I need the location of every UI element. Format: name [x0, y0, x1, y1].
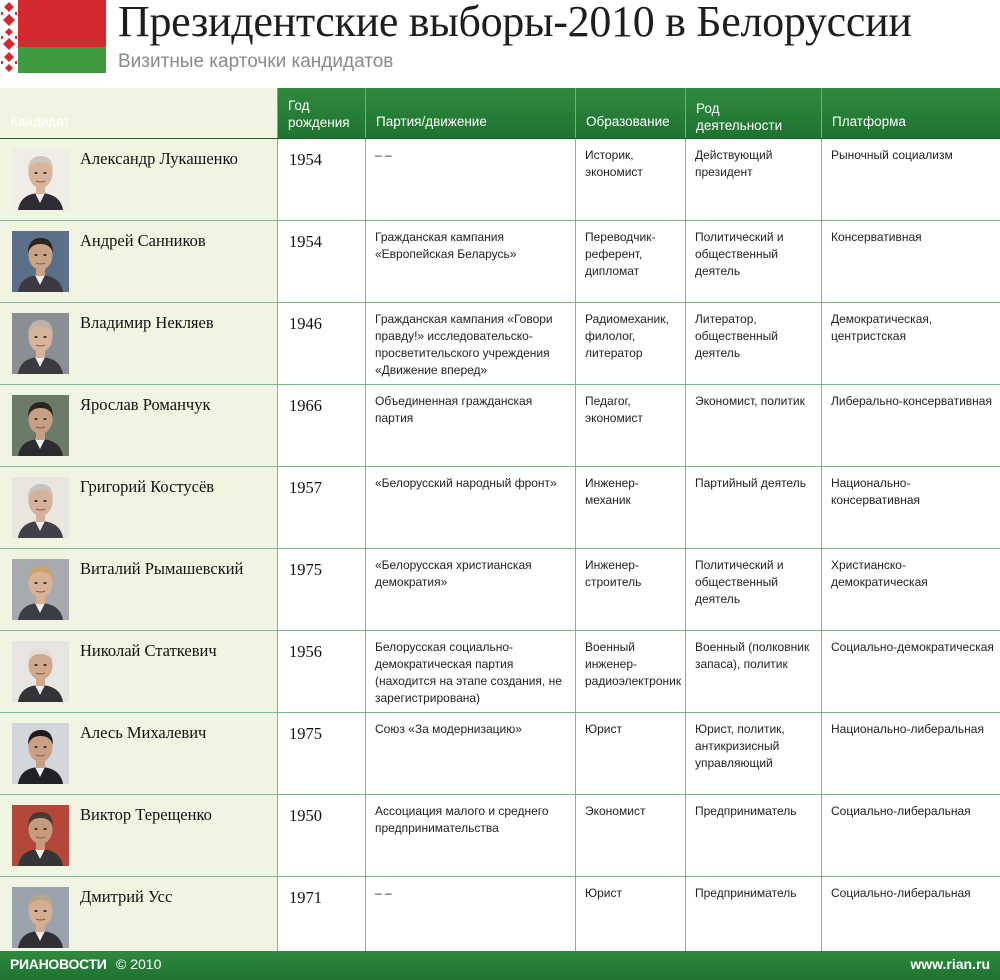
occupation-cell: [685, 549, 821, 630]
platform-cell: [821, 221, 1000, 302]
candidate-name: Николай Статкевич: [80, 641, 217, 660]
platform-cell: [821, 385, 1000, 466]
party-cell: [365, 713, 575, 794]
birth-year-cell: [277, 303, 365, 384]
occupation-cell: [685, 631, 821, 712]
table-row: [0, 877, 1000, 958]
birth-year-cell: [277, 795, 365, 876]
candidate-name: Андрей Санников: [80, 231, 206, 250]
candidate-name: Ярослав Романчук: [80, 395, 211, 414]
party-cell: [365, 467, 575, 548]
education-cell: [575, 877, 685, 958]
candidate-cell: [0, 385, 277, 466]
occupation-text: Действующий президент: [695, 148, 773, 179]
birth-year: 1950: [289, 806, 322, 825]
occupation-text: Предприниматель: [695, 804, 797, 818]
education-text: Педагог, экономист: [585, 394, 643, 425]
candidate-photo: [12, 477, 69, 538]
candidate-cell: [0, 631, 277, 712]
birth-year: 1971: [289, 888, 322, 907]
party-text: Гражданская кампания «Говори правду!» исследовательско-просветительского учреждения «Движение вперед»: [375, 312, 553, 377]
platform-text: Национально-либеральная: [831, 722, 984, 736]
party-text: Союз «За модернизацию»: [375, 722, 522, 736]
party-cell: [365, 385, 575, 466]
candidate-name: Дмитрий Усс: [80, 887, 173, 906]
candidate-photo: [12, 887, 69, 948]
education-cell: [575, 385, 685, 466]
education-text: Юрист: [585, 722, 622, 736]
education-text: Военный инженер-радиоэлектроник: [585, 640, 682, 688]
candidate-cell: [0, 795, 277, 876]
occupation-cell: [685, 221, 821, 302]
candidate-cell: [0, 877, 277, 958]
table-row: [0, 713, 1000, 795]
table-row: [0, 139, 1000, 221]
birth-year: 1954: [289, 232, 322, 251]
candidate-name: Григорий Костусёв: [80, 477, 215, 496]
education-text: Переводчик-референт, дипломат: [585, 230, 656, 278]
occupation-text: Военный (полковник запаса), политик: [695, 640, 810, 671]
platform-cell: [821, 139, 1000, 220]
table-body: [0, 139, 1000, 958]
party-text: Объединенная гражданская партия: [375, 394, 533, 425]
page-subtitle: Визитные карточки кандидатов: [118, 51, 394, 72]
candidate-name: Виктор Терещенко: [80, 805, 212, 824]
party-cell: [365, 795, 575, 876]
birth-year: 1975: [289, 560, 322, 579]
column-header-education: Образование: [575, 88, 685, 138]
education-cell: [575, 139, 685, 220]
candidate-cell: [0, 713, 277, 794]
candidates-table: [0, 88, 1000, 958]
education-text: Экономист: [585, 804, 646, 818]
table-row: [0, 385, 1000, 467]
copyright: © 2010: [116, 956, 162, 972]
birth-year-cell: [277, 221, 365, 302]
party-text: «Белорусский народный фронт»: [375, 476, 557, 490]
party-cell: [365, 303, 575, 384]
birth-year-cell: [277, 631, 365, 712]
occupation-text: Юрист, политик, антикризисный управляющий: [695, 722, 785, 770]
occupation-cell: [685, 877, 821, 958]
candidate-name: Алесь Михалевич: [80, 723, 207, 742]
table-row: [0, 549, 1000, 631]
column-header-birth-year: Год рождения: [277, 88, 365, 138]
occupation-cell: [685, 713, 821, 794]
platform-text: Консервативная: [831, 230, 922, 244]
platform-text: Социально-либеральная: [831, 886, 971, 900]
education-text: Инженер-строитель: [585, 558, 642, 589]
birth-year: 1966: [289, 396, 322, 415]
platform-text: Христианско-демократическая: [831, 558, 928, 589]
birth-year: 1975: [289, 724, 322, 743]
candidate-cell: [0, 139, 277, 220]
birth-year: 1954: [289, 150, 322, 169]
birth-year-cell: [277, 467, 365, 548]
education-cell: [575, 549, 685, 630]
site-link[interactable]: www.rian.ru: [910, 956, 990, 972]
column-header-party: Партия/движение: [365, 88, 575, 138]
education-text: Инженер-механик: [585, 476, 639, 507]
column-header-candidate: Кандидат: [0, 88, 277, 138]
platform-cell: [821, 467, 1000, 548]
birth-year-cell: [277, 139, 365, 220]
party-cell: [365, 549, 575, 630]
platform-cell: [821, 713, 1000, 794]
candidate-photo: [12, 313, 69, 374]
column-header-platform: Платформа: [821, 88, 1000, 138]
birth-year: 1957: [289, 478, 322, 497]
platform-text: Национально-консервативная: [831, 476, 921, 507]
table-row: [0, 467, 1000, 549]
page-title: Президентские выборы-2010 в Белоруссии: [118, 0, 912, 46]
birth-year-cell: [277, 713, 365, 794]
candidate-cell: [0, 221, 277, 302]
column-header-occupation: Род деятельности: [685, 88, 821, 138]
birth-year-cell: [277, 877, 365, 958]
occupation-text: Политический и общественный деятель: [695, 230, 784, 278]
occupation-cell: [685, 303, 821, 384]
party-text: «Белорусская христианская демократия»: [375, 558, 532, 589]
platform-text: Социально-либеральная: [831, 804, 971, 818]
candidate-cell: [0, 549, 277, 630]
belarus-flag-icon: [0, 0, 106, 73]
party-text: Гражданская кампания «Европейская Беларусь»: [375, 230, 517, 261]
platform-cell: [821, 877, 1000, 958]
candidate-name: Владимир Некляев: [80, 313, 214, 332]
party-cell: [365, 221, 575, 302]
education-cell: [575, 303, 685, 384]
candidate-cell: [0, 303, 277, 384]
party-cell: [365, 631, 575, 712]
candidate-photo: [12, 723, 69, 784]
party-text: Белорусская социально-демократическая партия (находится на этапе создания, не зарегистрирована): [375, 640, 562, 705]
table-row: [0, 795, 1000, 877]
birth-year-cell: [277, 549, 365, 630]
platform-text: Рыночный социализм: [831, 148, 953, 162]
education-text: Юрист: [585, 886, 622, 900]
table-row: [0, 221, 1000, 303]
platform-cell: [821, 303, 1000, 384]
education-cell: [575, 795, 685, 876]
occupation-text: Предприниматель: [695, 886, 797, 900]
platform-cell: [821, 631, 1000, 712]
occupation-text: Политический и общественный деятель: [695, 558, 784, 606]
occupation-text: Партийный деятель: [695, 476, 806, 490]
platform-text: Демократическая, центристская: [831, 312, 933, 343]
platform-cell: [821, 549, 1000, 630]
education-cell: [575, 631, 685, 712]
party-text: Ассоциация малого и среднего предпринимательства: [375, 804, 549, 835]
birth-year: 1946: [289, 314, 322, 333]
footer-bar: [0, 951, 1000, 980]
table-row: [0, 631, 1000, 713]
candidate-photo: [12, 149, 69, 210]
candidate-photo: [12, 395, 69, 456]
education-cell: [575, 467, 685, 548]
occupation-text: Экономист, политик: [695, 394, 805, 408]
occupation-cell: [685, 139, 821, 220]
table-row: [0, 303, 1000, 385]
party-text: – –: [375, 886, 392, 900]
candidate-cell: [0, 467, 277, 548]
candidate-name: Александр Лукашенко: [80, 149, 238, 168]
party-cell: [365, 139, 575, 220]
platform-text: Социально-демократическая: [831, 640, 994, 654]
occupation-cell: [685, 385, 821, 466]
birth-year: 1956: [289, 642, 322, 661]
education-text: Историк, экономист: [585, 148, 643, 179]
occupation-text: Литератор, общественный деятель: [695, 312, 778, 360]
candidate-name: Виталий Рымашевский: [80, 559, 244, 578]
party-text: – –: [375, 148, 392, 162]
education-cell: [575, 713, 685, 794]
candidate-photo: [12, 805, 69, 866]
table-header: [0, 88, 1000, 139]
candidate-photo: [12, 641, 69, 702]
occupation-cell: [685, 467, 821, 548]
candidate-photo: [12, 559, 69, 620]
party-cell: [365, 877, 575, 958]
birth-year-cell: [277, 385, 365, 466]
occupation-cell: [685, 795, 821, 876]
platform-text: Либерально-консервативная: [831, 394, 992, 408]
brand-logo: РИАНОВОСТИ: [10, 956, 107, 972]
candidate-photo: [12, 231, 69, 292]
platform-cell: [821, 795, 1000, 876]
education-cell: [575, 221, 685, 302]
education-text: Радиомеханик, филолог, литератор: [585, 312, 669, 360]
